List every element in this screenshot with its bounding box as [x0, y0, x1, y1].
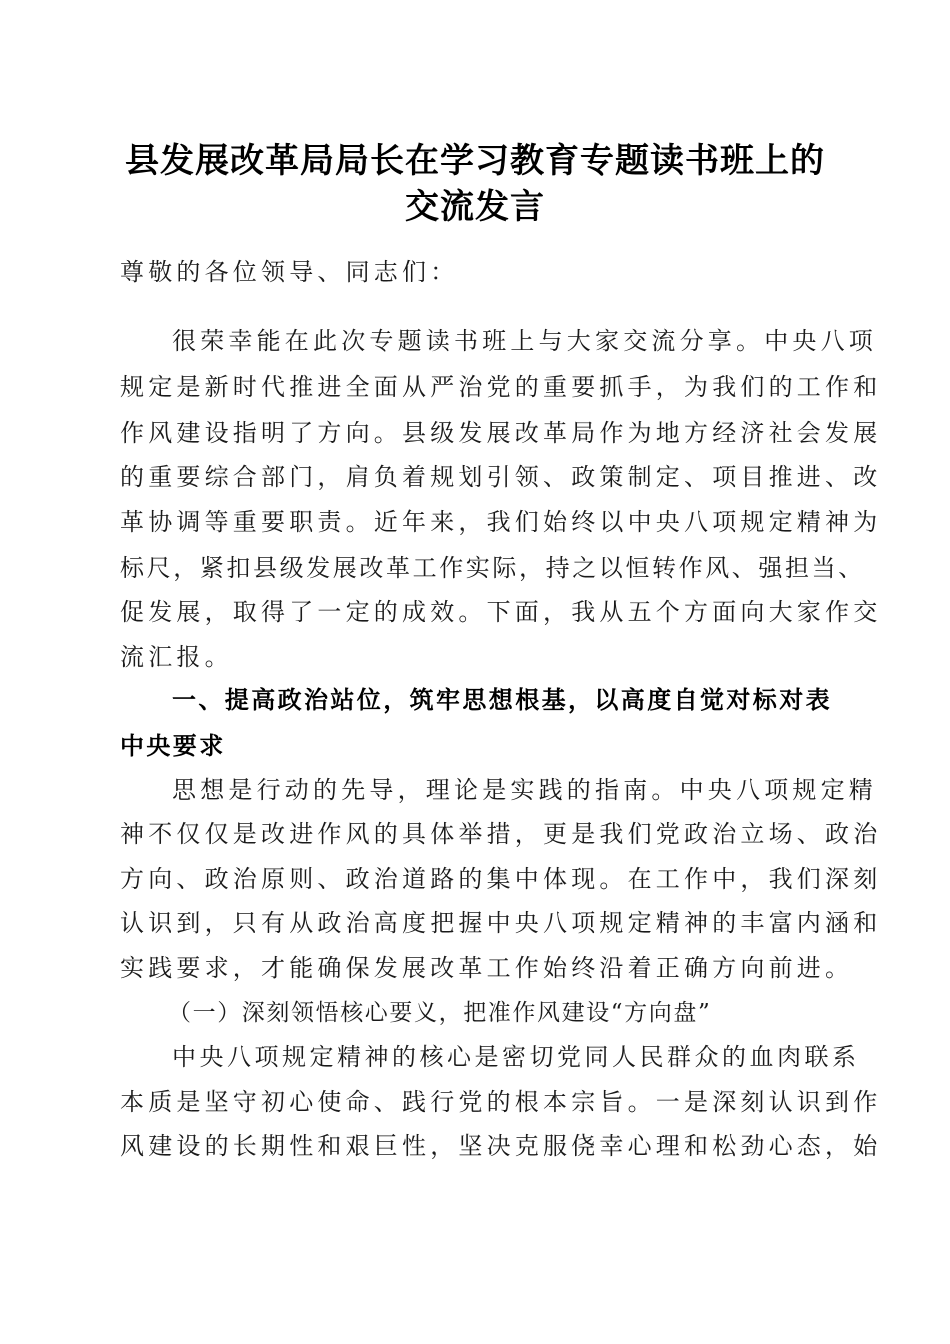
- paragraph-line: 革协调等重要职责。近年来，我们始终以中央八项规定精神为: [120, 508, 882, 536]
- section-heading-1: 一、提高政治站位，筑牢思想根基，以高度自觉对标对表: [172, 686, 832, 714]
- paragraph-line: 规定是新时代推进全面从严治党的重要抓手，为我们的工作和: [120, 373, 882, 401]
- paragraph-line: 方向、政治原则、政治道路的集中体现。在工作中，我们深刻: [120, 865, 882, 893]
- paragraph-line: 促发展，取得了一定的成效。下面，我从五个方面向大家作交: [120, 598, 882, 626]
- paragraph-line: 流汇报。: [120, 643, 233, 671]
- subsection-heading-1: （一）深刻领悟核心要义，把准作风建设“方向盘”: [168, 1000, 712, 1026]
- paragraph-line: 神不仅仅是改进作风的具体举措，更是我们党政治立场、政治: [120, 820, 882, 848]
- document-title-line-1: 县发展改革局局长在学习教育专题读书班上的: [125, 141, 825, 181]
- paragraph-line: 本质是坚守初心使命、践行党的根本宗旨。一是深刻认识到作: [120, 1088, 882, 1116]
- paragraph-line: 标尺，紧扣县级发展改革工作实际，持之以恒转作风、强担当、: [120, 554, 865, 582]
- paragraph-line: 认识到，只有从政治高度把握中央八项规定精神的丰富内涵和: [120, 909, 882, 937]
- document-title-line-2: 交流发言: [405, 187, 545, 227]
- section-heading-1-cont: 中央要求: [120, 732, 226, 760]
- paragraph-line: 作风建设指明了方向。县级发展改革局作为地方经济社会发展: [120, 419, 882, 447]
- paragraph-line: 很荣幸能在此次专题读书班上与大家交流分享。中央八项: [172, 327, 877, 355]
- paragraph-line: 实践要求，才能确保发展改革工作始终沿着正确方向前进。: [120, 954, 854, 982]
- paragraph-line: 中央八项规定精神的核心是密切党同人民群众的血肉联系: [172, 1043, 860, 1071]
- paragraph-line: 风建设的长期性和艰巨性，坚决克服侥幸心理和松劲心态，始: [120, 1132, 882, 1160]
- salutation: 尊敬的各位领导、同志们：: [120, 258, 459, 286]
- paragraph-line: 的重要综合部门，肩负着规划引领、政策制定、项目推进、改: [120, 463, 882, 491]
- paragraph-line: 思想是行动的先导，理论是实践的指南。中央八项规定精: [172, 776, 877, 804]
